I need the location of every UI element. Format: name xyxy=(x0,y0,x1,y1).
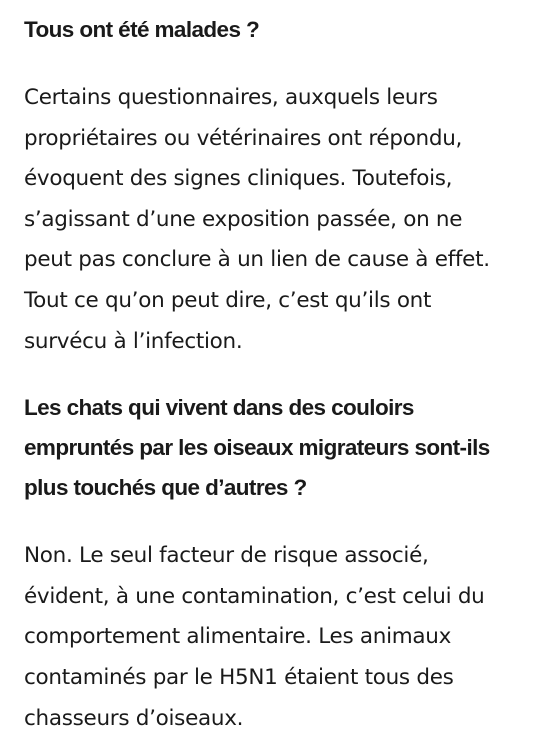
article-body xyxy=(24,10,514,739)
question-heading-2: Les chats qui vivent dans des couloirs empruntés par les oiseaux migrateurs sont-ils plus touchés que d’autres ? xyxy=(24,395,490,501)
question-heading-1: Tous ont été malades ? xyxy=(24,17,260,42)
answer-paragraph-1: Certains questionnaires, auxquels leurs propriétaires ou vétérinaires ont répondu, évoquent des signes cliniques. Toutefois, s’agissant d’une exposition passée, on ne peut pas conclure à un lien de cause à effet. Tout ce qu’on peut dire, c’est qu’ils ont survécu à l’infection. xyxy=(24,85,490,354)
answer-paragraph-2: Non. Le seul facteur de risque associé, évident, à une contamination, c’est celui du comportement alimentaire. Les animaux contaminés par le H5N1 étaient tous des chasseurs d’oiseaux. xyxy=(24,543,485,731)
